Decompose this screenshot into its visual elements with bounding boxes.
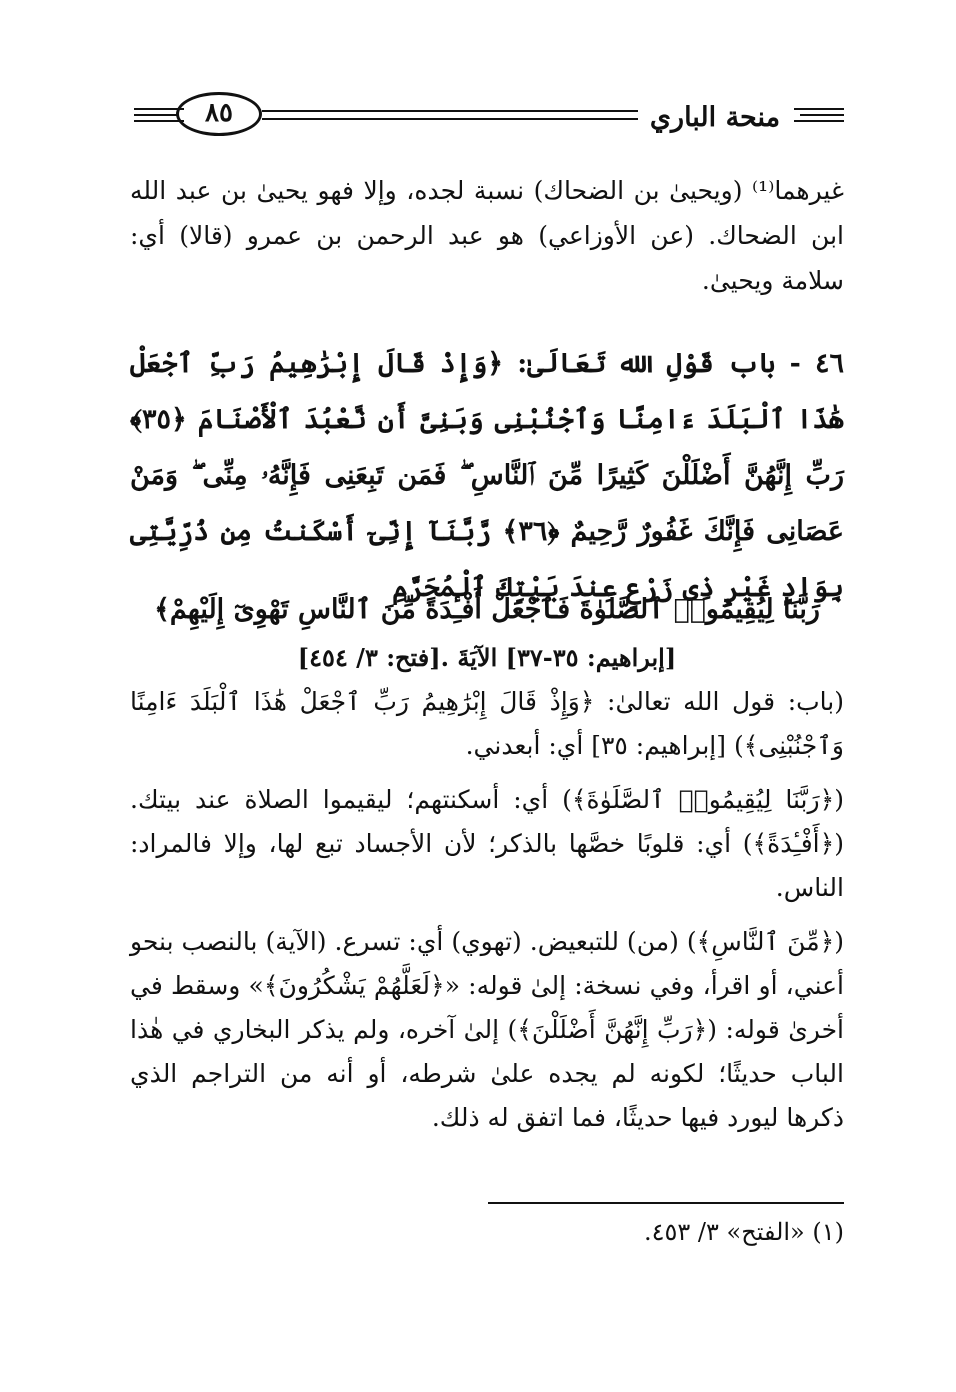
header-rule-middle [262,110,638,112]
footnote: (١) «الفتح» ٣/ ٤٥٣. [643,1218,844,1246]
commentary [130,680,844,1140]
header-rule-left [134,114,178,116]
header-rule-middle [262,118,638,120]
footnote-rule [488,1202,844,1204]
header-rule-right [794,108,844,110]
book-title: منحة الباري [649,102,781,133]
chapter-heading: ٤٦ - باب قَوْلِ الله تَعَالَىٰ: ﴿وَإِذْ قَالَ إِبْرَٰهِيمُ رَبِّ ٱجْعَلْ هَٰذَا ٱلْبَلَدَ ءَامِنًا وَٱجْنُبْنِى وَبَنِىَّ أَن نَّعْبُدَ ٱلْأَصْنَامَ ﴿٣٥﴾ رَبِّ إِنَّهُنَّ أَضْلَلْنَ كَثِيرًا مِّنَ ٱلنَّاسِ ۖ فَمَن تَبِعَنِى فَإِنَّهُۥ مِنِّى ۖ وَمَنْ عَصَانِى فَإِنَّكَ غَفُورٌ رَّحِيمٌ ﴿٣٦﴾ رَّبَّنَآ إِنِّىٓ أَسْكَنتُ مِن ذُرِّيَّتِى بِوَادٍ غَيْرِ ذِى زَرْعٍ عِندَ بَيْتِكَ ٱلْمُحَرَّمِ [130,348,844,603]
header-rule-left [134,120,184,122]
header-rule-right [794,120,844,122]
commentary-paragraph: (﴿رَبَّنَا لِيُقِيمُوا۟ ٱلصَّلَوٰةَ﴾) أي: أسكنتهم؛ ليقيموا الصلاة عند بيتك. (﴿أَفْـِٔدَةً﴾) أي: قلوبًا خصَّها بالذكر؛ لأن الأجساد تبع لها، وإلا فالمراد: الناس. [130,785,844,902]
commentary-paragraph: (﴿مِّنَ ٱلنَّاسِ﴾) (من) للتبعيض. (تهوي) أي: تسرع. (الآية) بالنصب بنحو أعني، أو اقرأ، وفي نسخة: إلىٰ قوله: «﴿لَعَلَّهُمْ يَشْكُرُونَ﴾» وسقط في أخرىٰ قوله: (﴿رَبِّ إِنَّهُنَّ أَضْلَلْنَ﴾) إلىٰ آخره، ولم يذكر البخاري في هٰذا الباب حديثًا؛ لكونه لم يجده علىٰ شرطه، أو أنه من التراجم الذي ذكرها ليورد فيها حديثًا، فما اتفق له ذلك. [130,927,844,1132]
intro-paragraph: غيرهما⁽¹⁾ (ويحيىٰ بن الضحاك) نسبة لجده، وإلا فهو يحيىٰ بن عبد الله ابن الضحاك. (عن الأوزاعي) هو عبد الرحمن بن عمرو (قالا) أي: سلامة ويحيىٰ. [130,176,844,295]
verse-ending: رَبَّنَا لِيُقِيمُوا۟ ٱلصَّلَوٰةَ فَٱجْعَلْ أَفْـِٔدَةً مِّنَ ٱلنَّاسِ تَهْوِىٓ إِلَيْهِمْ﴾ [154,594,820,625]
page-number: ٨٥ [176,92,262,136]
commentary-paragraph: (باب: قول الله تعالىٰ: ﴿وَإِذْ قَالَ إِبْرَٰهِيمُ رَبِّ ٱجْعَلْ هَٰذَا ٱلْبَلَدَ ءَامِنًا وَٱجْنُبْنِى﴾) [إبراهيم: ٣٥] أي: أبعدني. [130,687,845,760]
verse-reference: [إبراهيم: ٣٥-٣٧] الآيَةَ .[فتح: ٣/ ٤٥٤] [297,643,677,672]
header-rule-right [800,114,844,116]
